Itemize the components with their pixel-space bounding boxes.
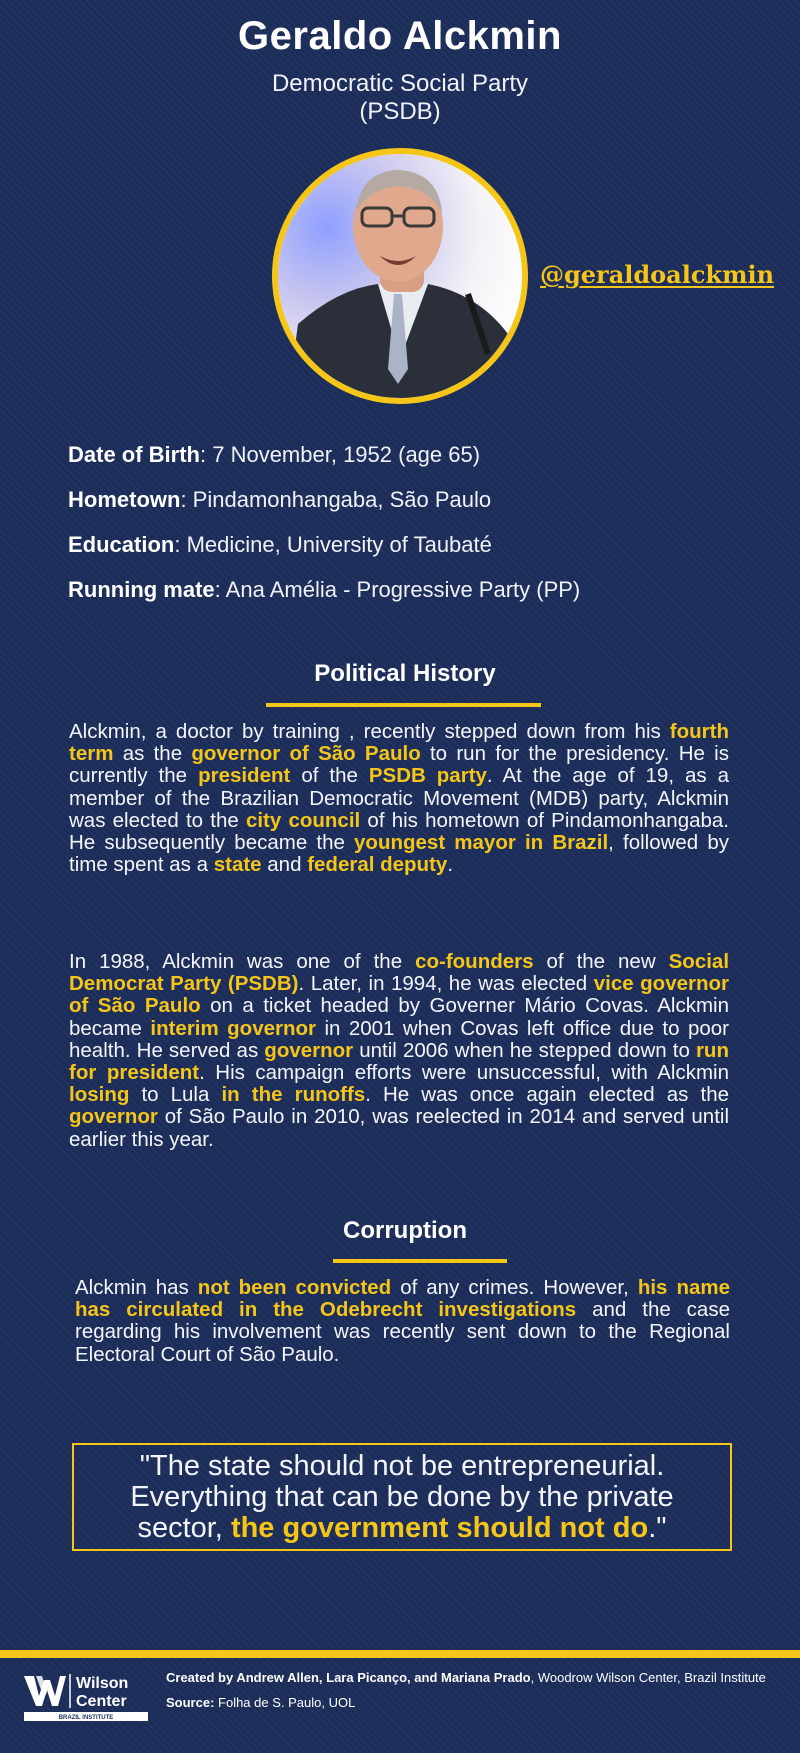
party-name [0,70,800,126]
body-text: , followed by time spent as a [69,831,730,877]
quote-box [72,1443,732,1551]
facts-list [68,440,748,620]
highlight-text: federal deputy [307,853,448,877]
highlight-text: Social Democrat Party (PSDB) [69,950,730,996]
credits-org: , Woodrow Wilson Center, Brazil Institute [530,1670,766,1685]
quote-text [84,1451,720,1544]
highlight-text: PSDB party [368,764,487,788]
highlight-text: governor of São Paulo [191,742,421,766]
body-text: . Later, in 1994, he was elected [298,972,594,996]
highlight-text: co-founders [415,950,534,973]
body-text: as the [113,742,192,766]
body-text: Alckmin, a doctor by training , recently stepped down from his [69,720,670,743]
fact-value: : Medicine, University of Taubaté [174,532,492,557]
corruption-heading: Corruption [343,1217,467,1244]
page-title: Geraldo Alckmin [238,14,562,58]
body-text: . His campaign efforts were unsuccessful, with Alckmin [199,1061,730,1085]
corruption-divider [333,1259,507,1263]
credits-authors: Created by Andrew Allen, Lara Picanço, and Mariana Prado [166,1670,531,1685]
body-text: and [261,853,308,877]
political-history-heading: Political History [314,660,496,687]
footer-divider [0,1650,800,1658]
body-text: of any crimes. However, [391,1276,638,1299]
fact-date-of-birth [68,440,748,485]
logo-subtitle: BRAZIL INSTITUTE [58,1715,114,1721]
highlight-text: losing [69,1083,130,1107]
body-text: and the case regarding his involvement was recently sent down to the Regional Electoral Court of São Paulo. [75,1298,730,1366]
footer-credits [166,1670,766,1720]
twitter-handle-link[interactable]: @geraldoalckmin [540,260,775,289]
political-history-divider [266,703,541,707]
body-text: of the [290,764,369,788]
highlight-text: in the runoffs [221,1083,366,1107]
source-label: Source: [166,1695,215,1710]
highlight-text: president [198,764,291,788]
fact-running-mate [68,575,748,620]
highlight-text: interim governor [150,1016,317,1040]
body-text: Alckmin has [75,1276,198,1299]
body-text: In 1988, Alckmin was one of the [69,950,416,973]
body-text: ." [648,1511,667,1544]
body-text: until 2006 when he stepped down to [353,1038,696,1062]
fact-label: Education [68,532,175,557]
highlight-text: not been convicted [197,1276,392,1299]
highlight-text: run for president [69,1038,729,1085]
fact-label: Running mate [68,577,215,602]
fact-value: : Pindamonhangaba, São Paulo [180,487,492,512]
body-text: of São Paulo in 2010, was reelected in 2014 and served until earlier this year. [69,1105,729,1151]
body-text: "The state should not be entrepreneurial. Everything that can be done by the private sector, [130,1449,674,1544]
fact-label: Date of Birth [68,442,200,467]
portrait-illustration [278,154,522,398]
highlight-text: governor [264,1038,354,1062]
body-text: to Lula [129,1083,222,1107]
fact-education [68,530,748,575]
body-text: on a ticket headed by Governer Mário Covas. Alckmin became [69,994,729,1040]
body-text: in 2001 when Covas left office due to poor health. He served as [69,1016,729,1062]
highlight-text: city council [245,808,361,832]
highlight-text: state [213,853,262,877]
candidate-photo [272,148,528,404]
logo-line-1: Wilson [76,1675,129,1692]
fact-value: : 7 November, 1952 (age 65) [200,442,481,467]
fact-value: : Ana Amélia - Progressive Party (PP) [214,577,581,602]
highlight-text: fourth term [69,720,729,766]
body-text: of the new [533,950,669,973]
fact-label: Hometown [68,487,181,512]
political-history-paragraph-1 [69,721,729,876]
credits-row [166,1670,766,1685]
source-row [166,1695,766,1710]
corruption-paragraph [75,1277,730,1366]
body-text: to run for the presidency. He is currently the [69,742,729,788]
source-value: Folha de S. Paulo, UOL [214,1695,356,1710]
logo-line-2: Center [76,1693,127,1710]
body-text: . He was once again elected as the [365,1083,729,1107]
body-text: . [447,853,454,877]
body-text: of his hometown of Pindamonhangaba. He subsequently became the [69,808,729,855]
highlight-text: youngest mayor in Brazil [354,831,609,855]
highlight-text: governor [69,1105,158,1129]
wilson-center-logo [22,1672,150,1722]
party-line-2: (PSDB) [359,98,441,125]
fact-hometown [68,485,748,530]
party-line-1: Democratic Social Party [271,70,529,97]
highlight-text: the government should not do [230,1511,649,1544]
political-history-paragraph-2 [69,951,729,1151]
body-text: . At the age of 19, as a member of the Brazilian Democratic Movement (MDB) party, Alckmin was elected to the [69,764,730,832]
highlight-text: his name has circulated in the Odebrecht investigations [75,1276,730,1322]
highlight-text: vice governor of São Paulo [69,972,729,1018]
